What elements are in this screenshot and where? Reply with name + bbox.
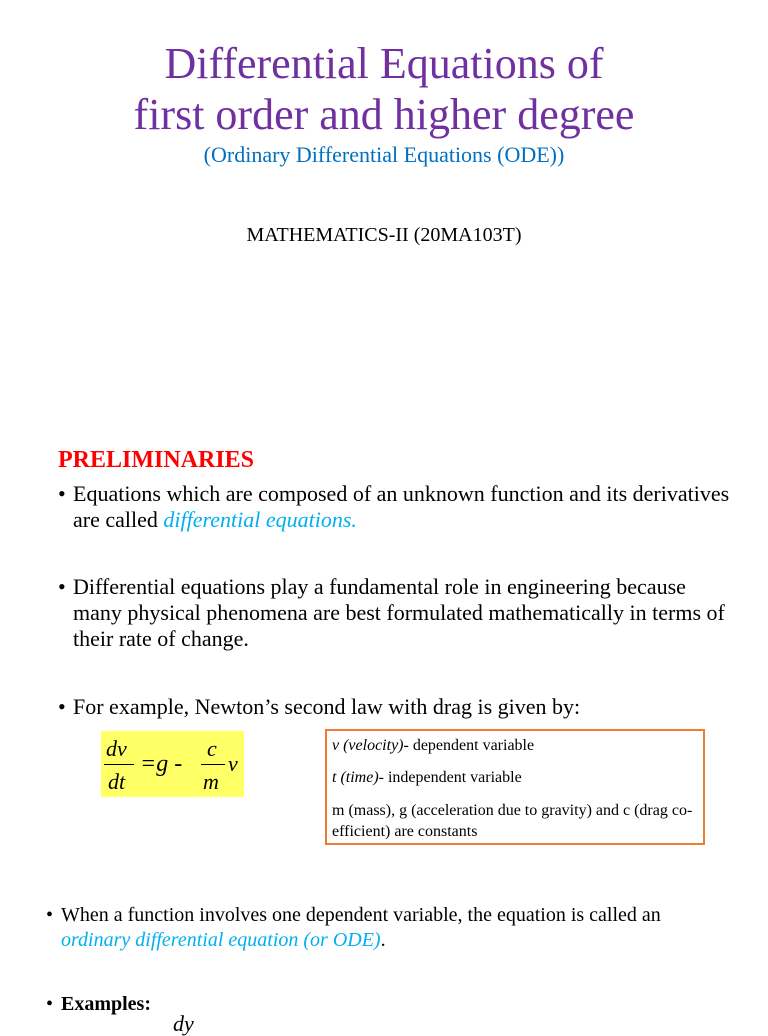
bullet-suffix: .: [380, 929, 386, 951]
variable-desc: - dependent variable: [403, 737, 535, 754]
equation-tail-v: v: [228, 751, 238, 776]
variable-velocity: [332, 735, 534, 757]
title-line-1: Differential Equations of: [164, 39, 604, 88]
newton-drag-equation: [101, 731, 244, 797]
bullet-text: Examples:: [61, 993, 151, 1015]
fraction-bar: [201, 764, 225, 765]
bullet-body: Equations which are composed of an unknown function and its derivatives are called: [73, 481, 730, 532]
bullet-text: [73, 481, 738, 533]
bullet-text: Differential equations play a fundamental role in engineering because many physical phenomena are best formulated mathematically in terms of their rate of change.: [73, 574, 725, 651]
bullet-text: [61, 903, 726, 953]
variable-name: t (time): [332, 769, 379, 786]
bullet-marker: •: [46, 993, 54, 1015]
equation-rhs: =g -: [140, 751, 183, 777]
bullet-importance: [58, 574, 738, 652]
title-line-2: first order and higher degree: [133, 90, 635, 139]
subtitle: (Ordinary Differential Equations (ODE)): [203, 142, 565, 167]
bullet-text: For example, Newton’s second law with drag is given by:: [73, 694, 581, 719]
bullet-body: When a function involves one dependent variable, the equation is called an: [61, 904, 661, 926]
variables-box: [325, 729, 705, 845]
bullet-ode-definition: [46, 903, 726, 953]
equation-numerator-dv: dv: [106, 736, 127, 761]
bullet-examples: [46, 992, 726, 1017]
course-code: MATHEMATICS-II (20MA103T): [246, 224, 522, 246]
constants-note: m (mass), g (acceleration due to gravity) and c (drag co-efficient) are constants: [332, 802, 693, 840]
bullet-marker: •: [58, 694, 66, 719]
bullet-marker: •: [46, 904, 54, 926]
variable-desc: - independent variable: [378, 769, 522, 786]
bullet-definition: [58, 481, 738, 533]
bullet-marker: •: [58, 481, 66, 506]
bullet-example-intro: [58, 694, 738, 720]
variable-name: v (velocity): [332, 737, 404, 754]
equation-denominator-m: m: [203, 769, 219, 794]
bullet-marker: •: [58, 574, 66, 599]
equation-denominator-dt: dt: [108, 769, 126, 794]
variable-time: [332, 767, 522, 789]
fraction-bar: [104, 764, 134, 765]
section-heading: PRELIMINARIES: [58, 447, 255, 473]
key-term: ordinary differential equation (or ODE): [61, 929, 381, 951]
example-equation-partial: dy: [173, 1011, 194, 1036]
equation-numerator-c: c: [207, 736, 217, 761]
key-term: differential equations.: [163, 507, 357, 532]
